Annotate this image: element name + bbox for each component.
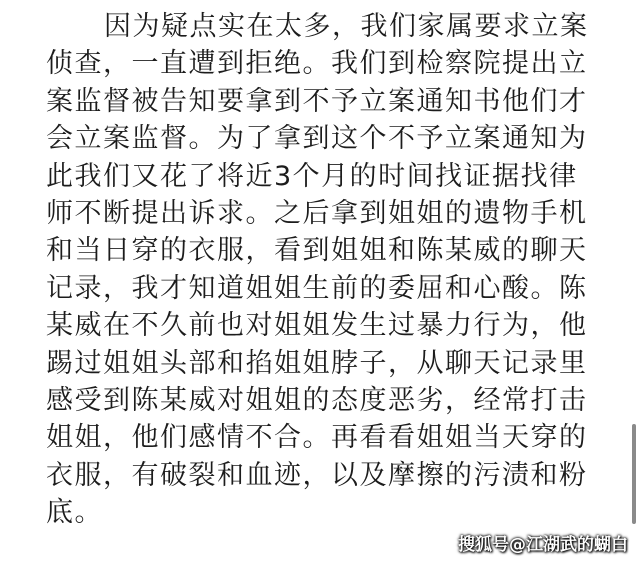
text-line-3: 案监督被告知要拿到不予立案通知书他们才 bbox=[46, 85, 588, 117]
text-line-1: 因为疑点实在太多，我们家属要求立案 bbox=[104, 11, 589, 42]
scrollbar-thumb[interactable] bbox=[632, 424, 636, 524]
text-line-10: 踢过姐姐头部和掐姐姐脖子，从聊天记录里 bbox=[46, 347, 588, 379]
text-line-9: 某威在不久前也对姐姐发生过暴力行为，他 bbox=[46, 310, 588, 342]
text-line-12: 姐姐，他们感情不合。再看看姐姐当天穿的 bbox=[46, 422, 588, 454]
text-line-7: 和当日穿的衣服，看到姐姐和陈某威的聊天 bbox=[46, 235, 588, 267]
text-line-8: 记录，我才知道姐姐生前的委屈和心酸。陈 bbox=[46, 272, 588, 304]
text-line-5: 此我们又花了将近3个月的时间找证据找律 bbox=[46, 160, 578, 192]
watermark: 搜狐号@江湖武的蝴白 bbox=[458, 535, 628, 555]
text-line-4: 会立案监督。为了拿到这个不予立案通知为 bbox=[46, 123, 588, 155]
document-text bbox=[46, 8, 626, 531]
text-line-11: 感受到陈某威对姐姐的态度恶劣，经常打击 bbox=[46, 384, 588, 416]
text-line-6: 师不断提出诉求。之后拿到姐姐的遗物手机 bbox=[46, 197, 588, 229]
text-line-13: 衣服，有破裂和血迹，以及摩擦的污渍和粉 bbox=[46, 459, 588, 491]
text-line-14: 底。 bbox=[46, 497, 103, 529]
text-line-2: 侦查，一直遭到拒绝。我们到检察院提出立 bbox=[46, 48, 588, 80]
